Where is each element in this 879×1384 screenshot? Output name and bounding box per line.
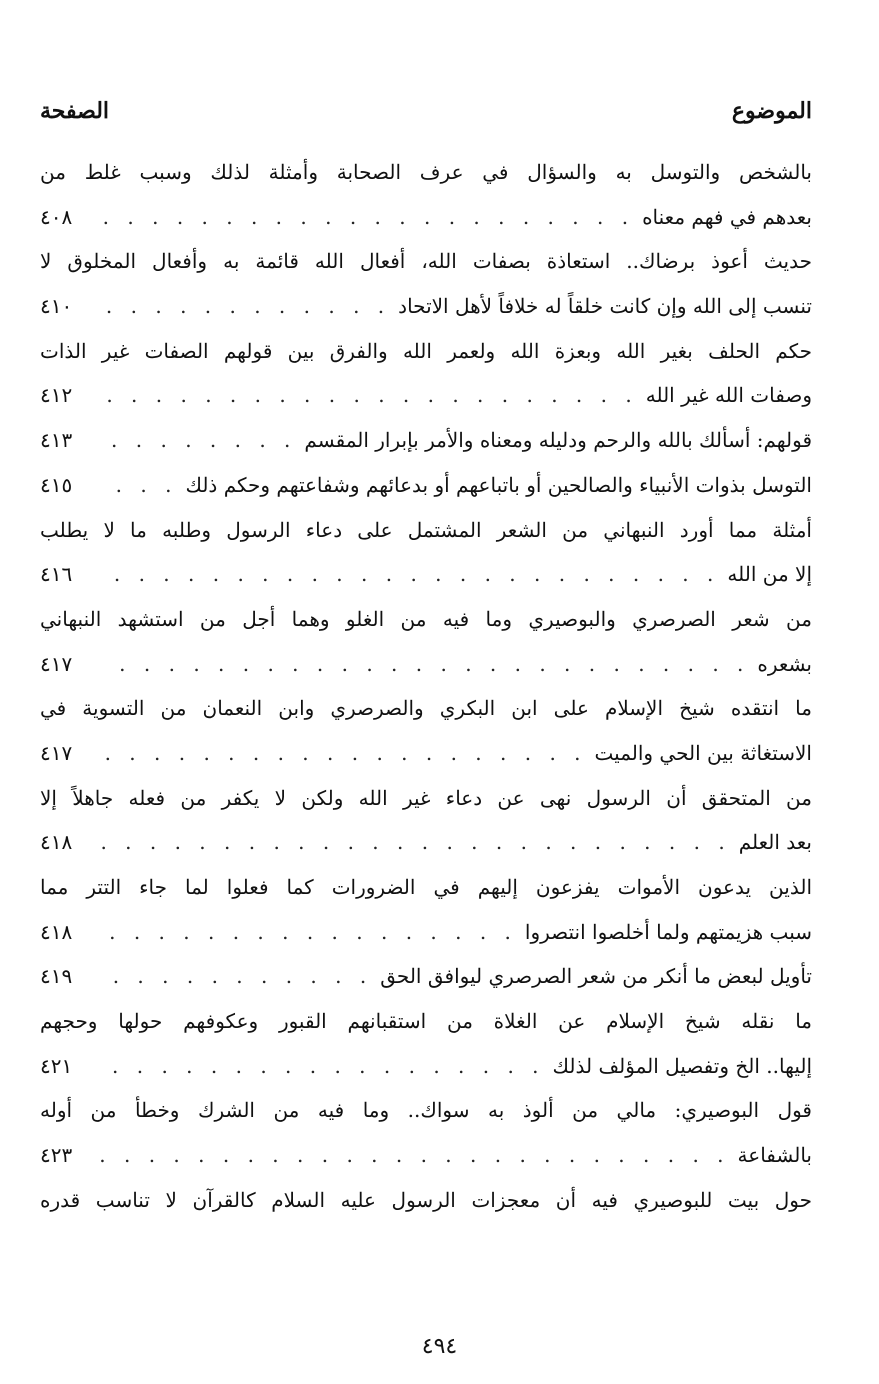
- entry-page-number: ٤١٨: [40, 830, 73, 855]
- entry-text-line: بشعره: [757, 651, 812, 676]
- entry-text-line: حديث أعوذ برضاك.. استعاذة بصفات الله، أفعال الله قائمة به وأفعال المخلوق لا: [40, 249, 812, 274]
- toc-entry: [40, 1088, 812, 1177]
- dot-leader: [100, 1133, 730, 1178]
- entry-final-line: [40, 954, 812, 999]
- entry-text-line: الذين يدعون الأموات يفزعون إليهم في الضرورات كما فعلوا لما جاء التتر مما: [40, 875, 812, 899]
- toc-entry: [40, 686, 812, 775]
- entry-page-number: ٤١٧: [40, 651, 73, 676]
- toc-entry: [40, 329, 812, 418]
- entry-text-line: الاستغاثة بين الحي والميت: [594, 740, 812, 765]
- dot-leader: [100, 552, 719, 597]
- entry-text-line: ما نقله شيخ الإسلام عن الغلاة من استقبانهم القبور وعكوفهم حولها وحجهم: [40, 1009, 812, 1034]
- entry-text-line: بعدهم في فهم معناه: [642, 204, 812, 229]
- column-headers: [40, 98, 812, 150]
- entry-text-line: وصفات الله غير الله: [645, 383, 812, 408]
- toc-entry: [40, 508, 812, 597]
- toc-entry: [40, 865, 812, 954]
- entry-final-line: [40, 1133, 812, 1178]
- entry-text-line: حكم الحلف بغير الله وبعزة الله ولعمر الله والفرق بين قولهم الصفات غير الذات: [40, 338, 812, 363]
- dot-leader: [100, 463, 177, 508]
- toc-entry: [40, 776, 812, 865]
- entry-text-line: بعد العلم: [738, 830, 812, 855]
- entry-text-line: قول البوصيري: مالي من ألوذ به سواك.. وما فيه من الشرك وخطأ من أوله: [40, 1098, 812, 1123]
- entry-text-line: ما انتقده شيخ الإسلام على ابن البكري والصرصري وابن النعمان من التسوية في: [40, 696, 812, 721]
- entry-text-line: إليها.. الخ وتفصيل المؤلف لذلك: [552, 1053, 812, 1078]
- toc-entry: [40, 239, 812, 328]
- entry-page-number: ٤٠٨: [40, 204, 73, 229]
- entry-final-line: [40, 820, 812, 865]
- dot-leader: [100, 195, 634, 240]
- entry-page-number: ٤٢٣: [40, 1143, 73, 1168]
- entry-final-line: [40, 284, 812, 329]
- entry-text-line: من المتحقق أن الرسول نهى عن دعاء غير الله ولكن لا يكفر من فعله جاهلاً إلا: [40, 785, 812, 810]
- dot-leader: [100, 373, 638, 418]
- entry-final-line: [40, 552, 812, 597]
- entry-page-number: ٤١٨: [40, 919, 73, 944]
- entry-final-line: [40, 373, 812, 418]
- entry-final-line: [40, 642, 812, 687]
- entry-page-number: ٤١٧: [40, 740, 73, 765]
- entry-text-line: التوسل بذوات الأنبياء والصالحين أو باتباعهم أو بدعائهم وشفاعتهم وحكم ذلك: [185, 472, 812, 497]
- entry-text-line: تأويل لبعض ما أنكر من شعر الصرصري ليوافق الحق: [380, 964, 812, 989]
- toc-entry: [40, 1178, 812, 1223]
- entry-page-number: ٤١٠: [40, 294, 73, 319]
- entry-text-line: تنسب إلى الله وإن كانت خلقاً له خلافاً لأهل الاتحاد: [398, 294, 812, 319]
- toc-entry: [40, 597, 812, 686]
- toc-entry: [40, 954, 812, 999]
- entry-final-line: [40, 910, 812, 955]
- entry-text-line: إلا من الله: [727, 562, 812, 587]
- dot-leader: [100, 910, 517, 955]
- entry-final-line: [40, 1044, 812, 1089]
- entry-page-number: ٤٢١: [40, 1053, 73, 1078]
- entry-page-number: ٤١٦: [40, 562, 73, 587]
- entry-text-line: بالشخص والتوسل به والسؤال في عرف الصحابة وأمثلة لذلك وسبب غلط من: [40, 160, 812, 184]
- entry-page-number: ٤١٣: [40, 428, 73, 453]
- entry-final-line: [40, 195, 812, 240]
- dot-leader: [100, 731, 587, 776]
- entry-page-number: ٤١٩: [40, 964, 73, 989]
- entry-final-line: [40, 463, 812, 508]
- dot-leader: [100, 418, 296, 463]
- entry-page-number: ٤١٢: [40, 383, 73, 408]
- toc-entries: [40, 150, 812, 1223]
- toc-entry: [40, 418, 812, 463]
- entry-text-line: قولهم: أسألك بالله والرحم ودليله ومعناه والأمر بإبرار المقسم: [304, 428, 812, 453]
- entry-text-line: حول بيت للبوصيري فيه أن معجزات الرسول عليه السلام كالقرآن لا تناسب قدره: [40, 1187, 812, 1212]
- page-column-header: الصفحة: [40, 98, 110, 124]
- entry-text-line: من شعر الصرصري والبوصيري وما فيه من الغلو وهما أجل من استشهد النبهاني: [40, 606, 812, 631]
- entry-text-line: سبب هزيمتهم ولما أخلصوا انتصروا: [524, 919, 812, 944]
- page-number: ٤٩٤: [421, 1334, 458, 1359]
- entry-text-line: بالشفاعة: [737, 1143, 812, 1168]
- dot-leader: [100, 642, 749, 687]
- entry-text-line: أمثلة مما أورد النبهاني من الشعر المشتمل على دعاء الرسول وطلبه ما لا يطلب: [40, 517, 812, 542]
- toc-entry: [40, 150, 812, 239]
- toc-page: [40, 98, 812, 1223]
- entry-final-line: [40, 418, 812, 463]
- entry-final-line: [40, 731, 812, 776]
- toc-entry: [40, 463, 812, 508]
- entry-page-number: ٤١٥: [40, 472, 73, 497]
- dot-leader: [100, 954, 372, 999]
- toc-entry: [40, 999, 812, 1088]
- topic-column-header: الموضوع: [731, 98, 812, 124]
- dot-leader: [100, 820, 731, 865]
- dot-leader: [100, 284, 390, 329]
- dot-leader: [100, 1044, 545, 1089]
